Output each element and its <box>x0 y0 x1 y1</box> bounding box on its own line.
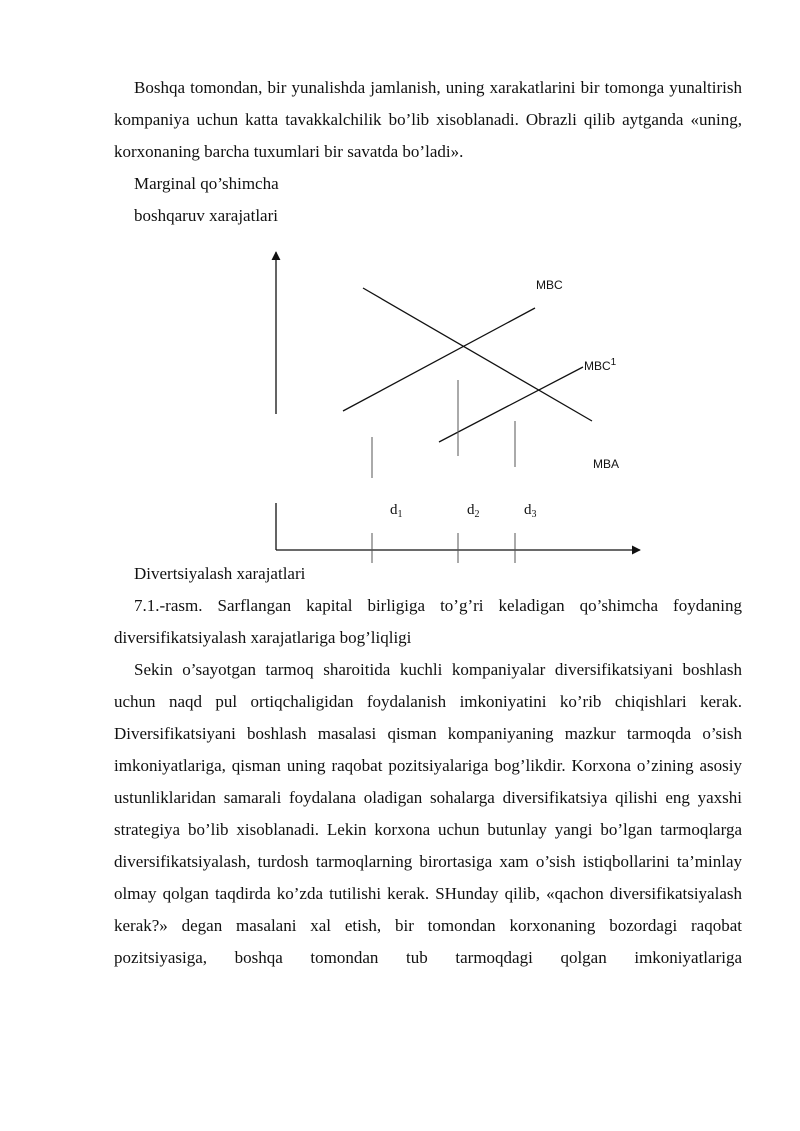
label-mbc1 <box>584 357 617 373</box>
label-d3-main: d <box>524 502 532 518</box>
curve-mbc <box>343 308 535 411</box>
paragraph-bottom: Sekin o’sayotgan tarmoq sharoitida kuchli kompaniyalar diversifikatsiyani boshlash uchun naqd pul ortiqchaligidan foydalanish imkoniyatini ko’rib chiqishlari kerak. Diversifikatsiyani boshlash masalasi qisman kompaniyaning mazkur tarmoqda o’sish imkoniyatlariga, qisman uning raqobat pozitsiyalariga bog’likdir. Korxona o’zining asosiy ustunliklaridan samarali foydalana oladigan sohalarga diversifikatsiya qilishi eng yaxshi strategiya bo’lib xisoblanadi. Lekin korxona uchun butunlay yangi bo’lgan tarmoqlarga diversifikatsiyalash, turdosh tarmoqlarning birortasiga xam o’sish istiqbollarini ta’minlay olmay qolgan taqdirda ko’zda tutilishi kerak. SHunday qilib, «qachon diversifikatsiyalash kerak?» degan masalani xal etish, bir tomondan korxonaning bozordagi raqobat pozitsiyasiga, boshqa tomondan tub tarmoqdagi qolgan imkoniyatlariga <box>114 660 742 967</box>
label-mba: MBA <box>593 457 620 471</box>
curve-mba <box>363 288 592 421</box>
label-d2 <box>467 502 480 520</box>
label-d2-main: d <box>467 502 475 518</box>
label-mbc1-main: MBC <box>584 359 611 373</box>
label-d3-sub: 3 <box>531 509 537 520</box>
y-axis-label-line1: Marginal qo’shimcha <box>134 174 279 193</box>
label-d2-sub: 2 <box>474 509 480 520</box>
label-mbc1-sup: 1 <box>610 357 617 368</box>
figure-caption: 7.1.-rasm. Sarflangan kapital birligiga to’g’ri keladigan qo’shimcha foydaning diversifikatsiyalash xarajatlariga bog’liqligi <box>114 596 742 647</box>
label-mbc: MBC <box>536 278 563 292</box>
curve-mbc1 <box>439 367 583 442</box>
label-d1-main: d <box>390 502 398 518</box>
paragraph-top: Boshqa tomondan, bir yunalishda jamlanish, uning xarakatlarini bir tomonga yunaltirish kompaniya uchun katta tavakkalchilik bo’lib xisoblanadi. Obrazli qilib aytganda «uning, korxonaning barcha tuxumlari bir savatda bo’ladi». <box>114 78 742 161</box>
label-d1 <box>390 502 403 520</box>
y-axis-label-line2: boshqaruv xarajatlari <box>134 206 278 225</box>
label-d3 <box>524 502 537 520</box>
x-axis-label: Divertsiyalash xarajatlari <box>134 564 306 583</box>
label-d1-sub: 1 <box>397 509 403 520</box>
